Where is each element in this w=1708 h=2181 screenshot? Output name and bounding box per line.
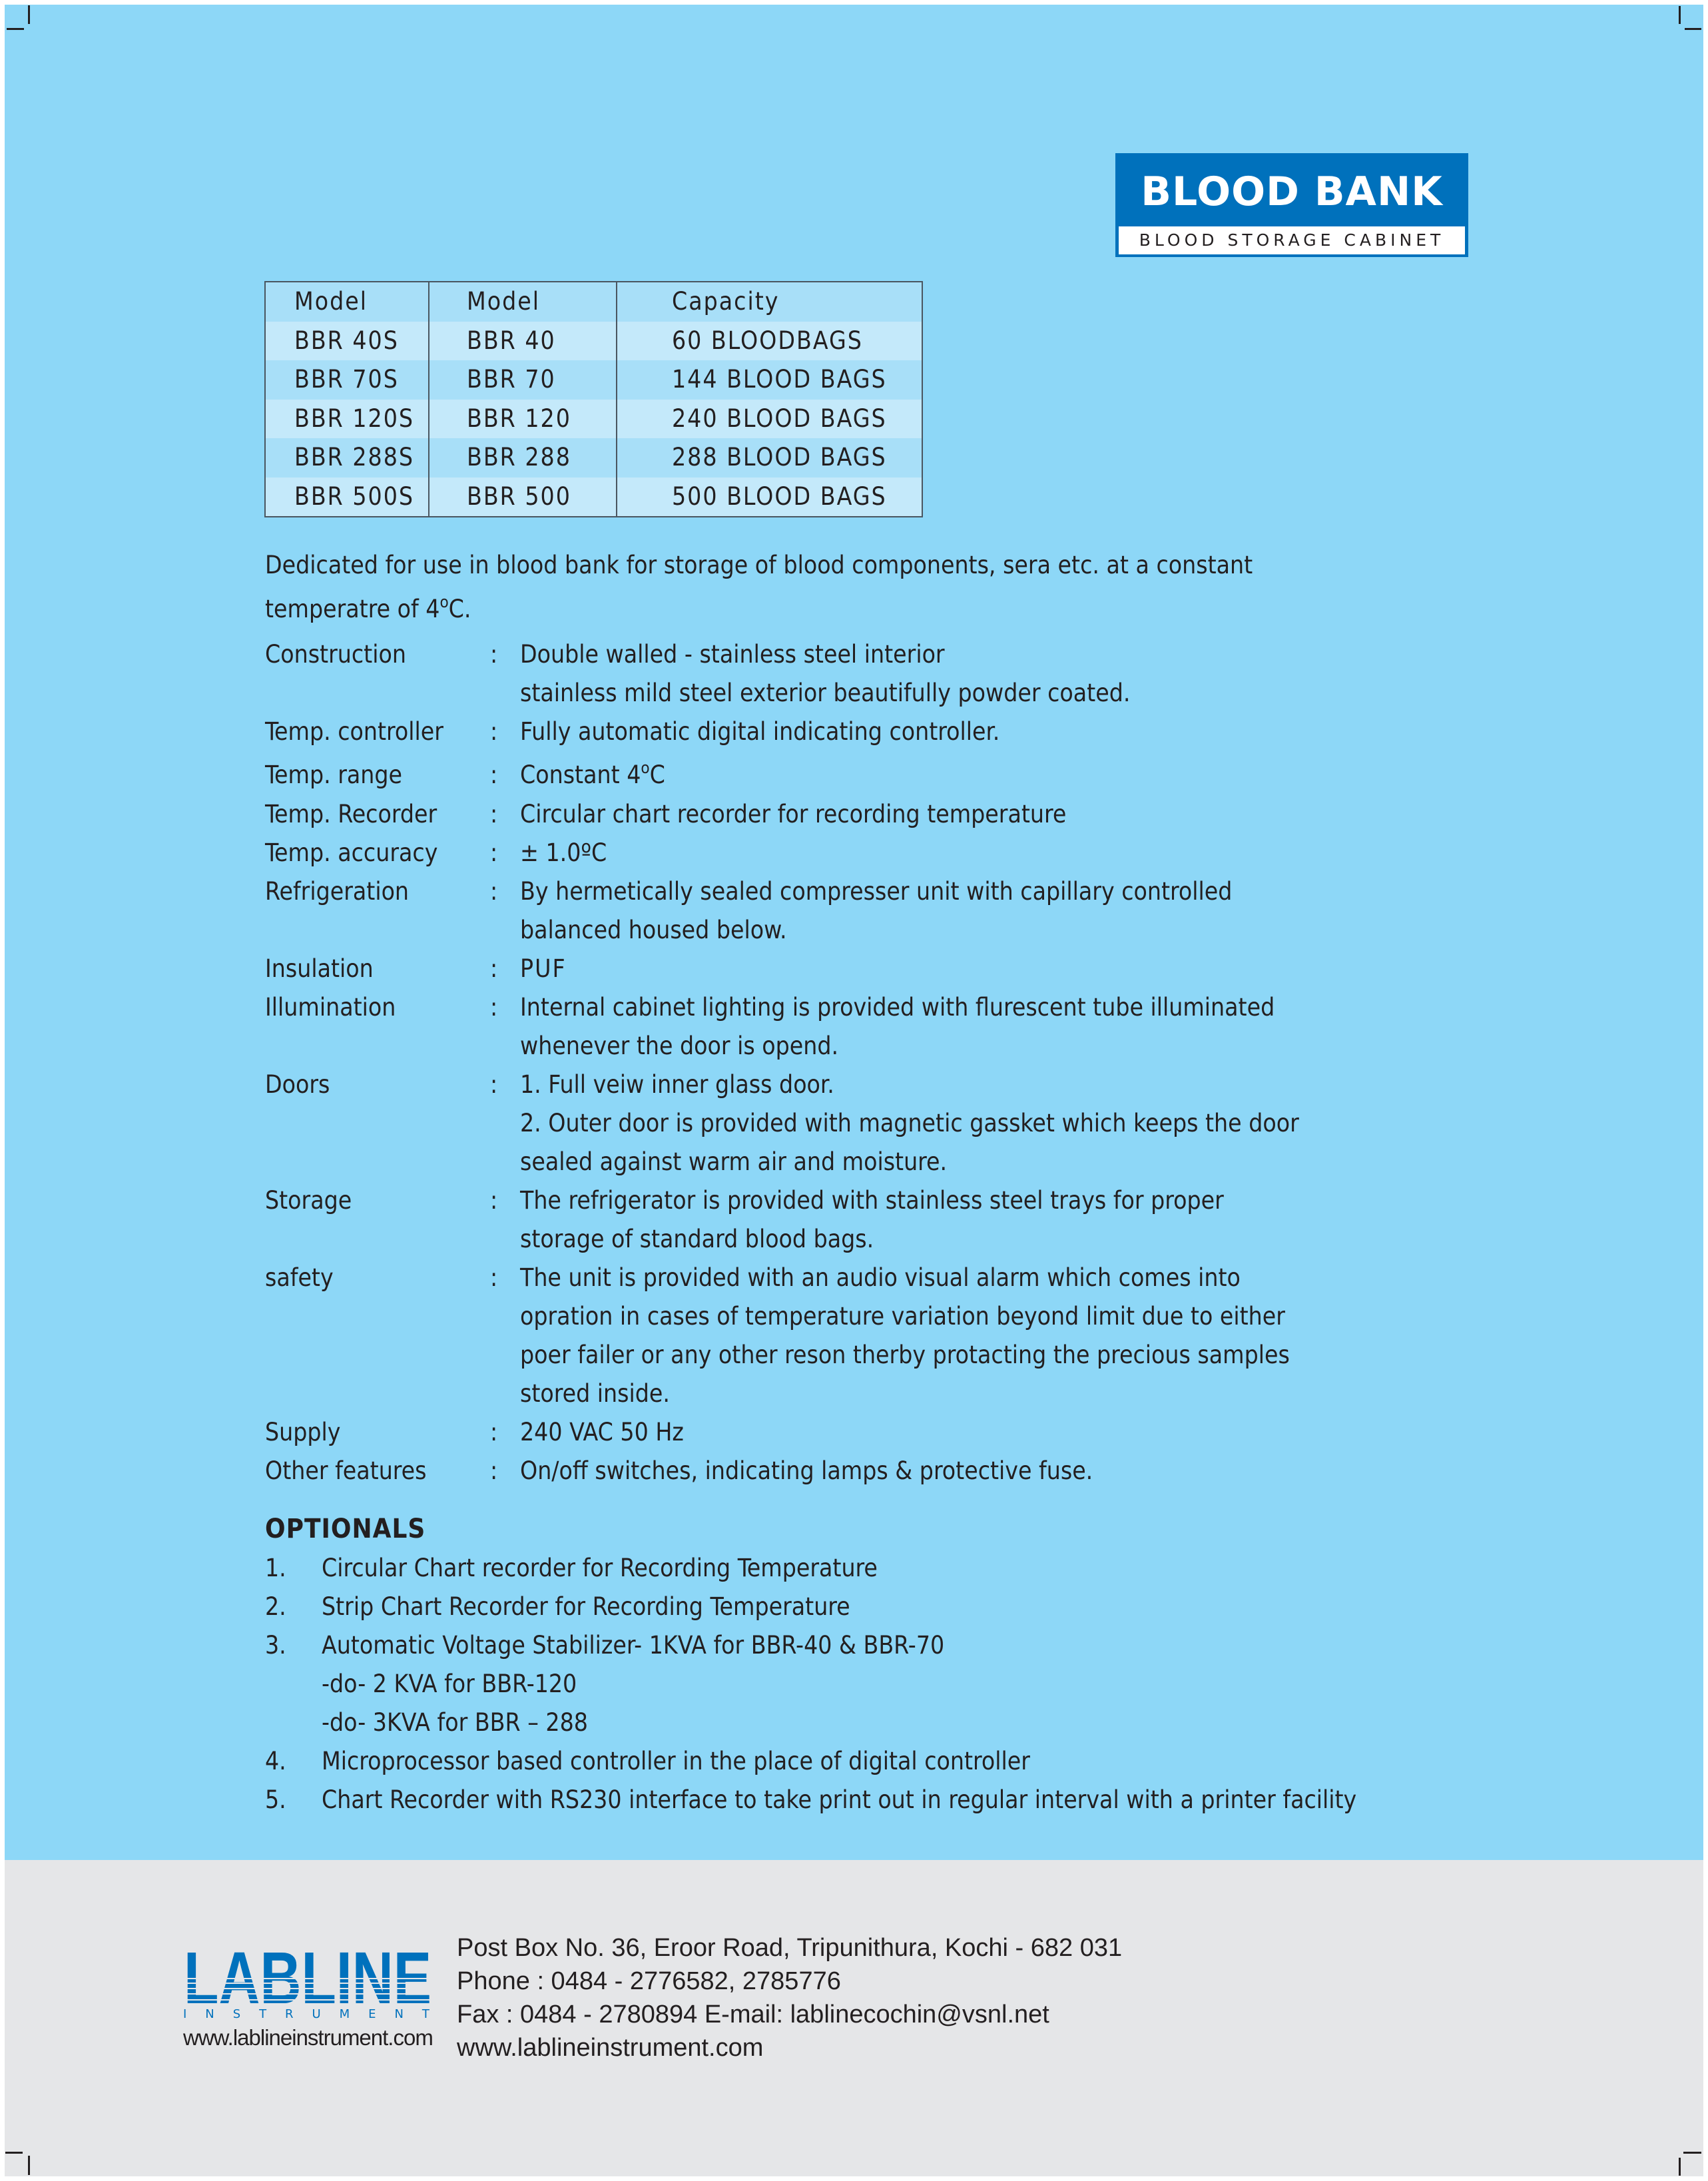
spec-value-line: balanced housed below. [520,916,787,944]
spec-value [520,635,1130,713]
optional-number: 4. [265,1747,286,1775]
table-cell: BBR 40 [429,322,617,361]
spec-value [520,1413,684,1452]
spec-value-line: 240 VAC 50 Hz [520,1418,684,1446]
table-header-cell: Capacity [672,287,780,316]
spec-value [520,988,1275,1066]
logo-text: LABLINE [184,1948,431,2005]
crop-mark-tr-v [1679,6,1681,24]
spec-value-line: The refrigerator is provided with stainless steel trays for proper [520,1186,1224,1215]
table-row [266,360,922,400]
spec-colon: : [490,1456,498,1485]
spec-label: Refrigeration [265,877,410,906]
spec-label: Insulation [265,954,374,983]
optional-text [322,1549,878,1588]
table-row [266,322,922,361]
description-text: C. [448,595,471,623]
description-line-1: Dedicated for use in blood bank for storage of blood components, sera etc. at a constant [265,551,1253,579]
product-description [265,546,1253,629]
optional-number: 1. [265,1554,286,1582]
optional-line: -do- 3KVA for BBR – 288 [322,1708,588,1737]
optional-text [322,1588,850,1626]
spec-label: Other features [265,1456,427,1485]
table-cell: 60 BLOODBAGS [672,326,863,355]
optional-line: -do- 2 KVA for BBR-120 [322,1670,577,1698]
optional-line: Strip Chart Recorder for Recording Temperature [322,1592,850,1621]
spec-colon: : [490,954,498,983]
table-row [266,477,922,517]
spec-colon: : [490,640,498,669]
table-cell: BBR 120 [429,400,617,439]
crop-mark-br-h [1683,2152,1701,2154]
spec-value-line: 1. Full veiw inner glass door. [520,1070,834,1099]
tagline-letter: N [205,2007,214,2021]
fax-email[interactable]: Fax : 0484 - 2780894 E-mail: lablinecochin@vsnl.net [457,2001,1049,2028]
table-cell: BBR 120S [266,400,429,439]
tagline-letter: M [339,2007,350,2021]
spec-value-line: stainless mild steel exterior beautifully powder coated. [520,679,1131,707]
spec-value [520,756,665,794]
crop-mark-bl-h [5,2152,23,2154]
spec-label: Temp. accuracy [265,838,438,867]
logo-website-link[interactable]: www.lablineinstrument.com [183,2025,433,2050]
table-cell: BBR 500 [429,477,617,517]
spec-colon: : [490,717,498,746]
spec-label: Construction [265,640,406,669]
table-cell: 240 BLOOD BAGS [672,404,887,433]
crop-mark-tl-h [7,28,24,30]
spec-value-line: Fully automatic digital indicating controller. [520,717,1000,746]
spec-value-line: By hermetically sealed compresser unit with capillary controlled [520,877,1233,906]
spec-label: Supply [265,1418,341,1446]
spec-value [520,872,1232,950]
table-cell: BBR 70 [429,360,617,400]
crop-mark-tr-h [1685,28,1701,30]
optional-line: Circular Chart recorder for Recording Temperature [322,1554,878,1582]
spec-colon: : [490,1186,498,1215]
spec-value-line: 2. Outer door is provided with magnetic gassket which keeps the door [520,1109,1299,1137]
contact-info [457,1931,1122,2064]
optional-line: Chart Recorder with RS230 interface to take print out in regular interval with a printer facility [322,1785,1357,1814]
tagline-letter: T [422,2007,429,2021]
spec-value-line: sealed against warm air and moisture. [520,1147,948,1176]
table-header-cell: Model [429,282,617,322]
spec-value-line: Circular chart recorder for recording temperature [520,800,1067,828]
badge-title: BLOOD BANK [1141,168,1443,215]
spec-value [520,1259,1290,1413]
badge-subtitle: BLOOD STORAGE CABINET [1119,226,1465,254]
table-row [266,438,922,477]
spec-label: Temp. Recorder [265,800,437,828]
tagline-letter: R [285,2007,294,2021]
spec-label: safety [265,1263,334,1292]
spec-value-line: Internal cabinet lighting is provided with flurescent tube illuminated [520,993,1275,1022]
optional-number: 5. [265,1785,286,1814]
table-header-cell: Model [266,282,429,322]
address: Post Box No. 36, Eroor Road, Tripunithura, Kochi - 682 031 [457,1934,1123,1962]
spec-colon: : [490,800,498,828]
spec-value [520,713,999,751]
description-line-2 [265,590,1253,629]
crop-mark-br-v [1679,2158,1681,2176]
spec-colon: : [490,1418,498,1446]
spec-label: Doors [265,1070,330,1099]
table-cell: BBR 500S [266,477,429,517]
table-header-row [266,282,922,322]
spec-value-line: whenever the door is opend. [520,1032,839,1060]
table-cell: 144 BLOOD BAGS [672,365,887,394]
spec-colon: : [490,1263,498,1292]
degree-superscript: o [439,592,449,611]
spec-label: Illumination [265,993,396,1022]
spec-value [520,1181,1224,1259]
table-cell: BBR 40S [266,322,429,361]
spec-value-text: Constant 4 [520,761,641,789]
phone: Phone : 0484 - 2776582, 2785776 [457,1967,841,1995]
spec-value-line: On/off switches, indicating lamps & protective fuse. [520,1456,1093,1485]
optional-line: Automatic Voltage Stabilizer- 1KVA for BBR-40 & BBR-70 [322,1631,945,1660]
spec-value [520,1452,1093,1490]
spec-colon: : [490,761,498,789]
table-cell: BBR 288 [429,438,617,477]
table-cell: BBR 288S [266,438,429,477]
optional-text [322,1626,944,1742]
spec-value [520,1066,1299,1181]
tagline-letter: T [259,2007,267,2021]
spec-colon: : [490,838,498,867]
spec-value-line: stored inside. [520,1379,670,1408]
spec-value-text: C [649,761,665,789]
optional-text [322,1742,1030,1781]
optional-line: Microprocessor based controller in the place of digital controller [322,1747,1030,1775]
tagline-letter: U [312,2007,321,2021]
product-badge [1115,153,1468,257]
labline-wordmark [183,1948,433,2005]
table-cell: BBR 70S [266,360,429,400]
tagline-letter: I [183,2007,187,2021]
website-link[interactable]: www.lablineinstrument.com [457,2034,764,2062]
spec-colon: : [490,1070,498,1099]
spec-value-line: opration in cases of temperature variation beyond limit due to either [520,1302,1285,1331]
tagline-letter: N [394,2007,404,2021]
optional-number: 2. [265,1592,286,1621]
spec-label: Temp. controller [265,717,443,746]
table-cell: 288 BLOOD BAGS [672,443,887,471]
spec-label: Storage [265,1186,352,1215]
optionals-heading: OPTIONALS [265,1514,426,1544]
spec-colon: : [490,877,498,906]
models-table [264,281,923,517]
spec-value [520,950,567,988]
description-text: temperatre of 4 [265,595,440,623]
spec-value-line: Double walled - stainless steel interior [520,640,945,669]
logo-tagline [183,2007,429,2022]
optional-number: 3. [265,1631,286,1660]
tagline-letter: E [368,2007,376,2021]
labline-logo [183,1948,433,2052]
spec-value: ± 1.0ºC [520,838,607,867]
tagline-letter: S [232,2007,241,2021]
optional-text [322,1781,1356,1819]
spec-label: Temp. range [265,761,403,789]
crop-mark-bl-v [28,2156,30,2175]
spec-value-line: poer failer or any other reson therby protacting the precious samples [520,1341,1290,1369]
spec-value-line: The unit is provided with an audio visual alarm which comes into [520,1263,1241,1292]
crop-mark-tl-v [28,5,30,24]
table-row [266,400,922,439]
degree-superscript: o [641,758,650,777]
spec-value-line: PUF [520,954,567,983]
spec-colon: : [490,993,498,1022]
table-cell: 500 BLOOD BAGS [672,481,887,511]
spec-value [520,795,1066,834]
spec-value-line: storage of standard blood bags. [520,1225,874,1253]
